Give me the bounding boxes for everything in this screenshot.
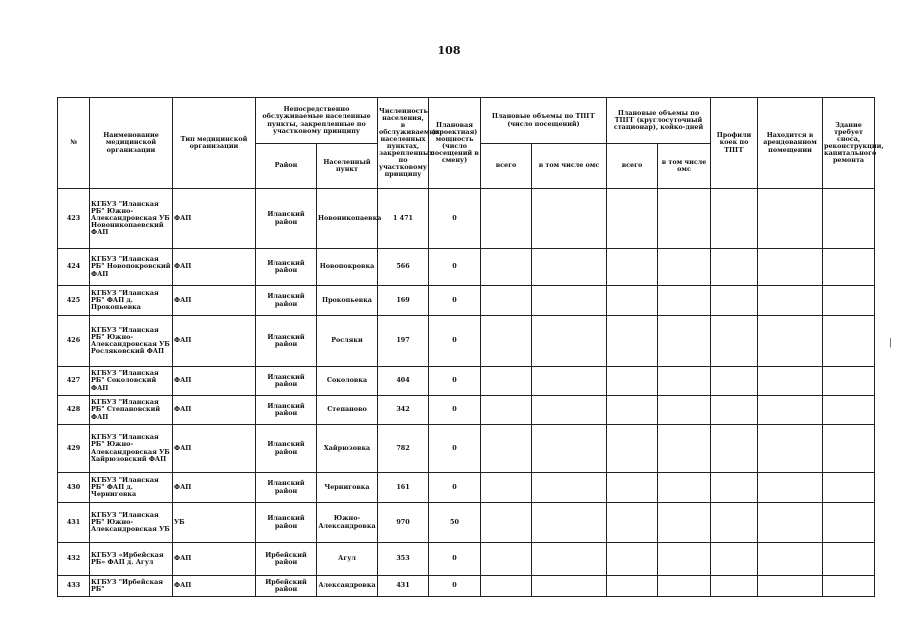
row-num: 423: [58, 189, 90, 249]
row-type: ФАП: [173, 316, 256, 367]
table-row: [58, 249, 875, 286]
row-type: ФАП: [173, 425, 256, 473]
row-district: Иланский район: [256, 189, 317, 249]
table-row: [58, 396, 875, 425]
header-visits-total: всего: [481, 144, 532, 189]
row-type: ФАП: [173, 249, 256, 286]
row-capacity: 0: [429, 543, 481, 576]
table-row: [58, 473, 875, 503]
row-district: Ирбейский район: [256, 576, 317, 597]
header-population: Численность населения, в обслуживаемых населенных пунктах, закрепленных по участковому принципу: [378, 98, 429, 189]
row-population: 782: [378, 425, 429, 473]
row-settlement: Черниговка: [317, 473, 378, 503]
row-settlement: Новопокровка: [317, 249, 378, 286]
row-population: 566: [378, 249, 429, 286]
row-capacity: 0: [429, 425, 481, 473]
row-district: Иланский район: [256, 503, 317, 543]
row-capacity: 0: [429, 473, 481, 503]
header-district: Район: [256, 144, 317, 189]
row-type: УБ: [173, 503, 256, 543]
row-org: КГБУЗ "Иланская РБ" Соколовский ФАП: [90, 367, 173, 396]
row-num: 433: [58, 576, 90, 597]
row-capacity: 0: [429, 367, 481, 396]
row-num: 427: [58, 367, 90, 396]
row-num: 430: [58, 473, 90, 503]
row-type: ФАП: [173, 543, 256, 576]
row-capacity: 0: [429, 189, 481, 249]
row-org: КГБУЗ "Иланская РБ" ФАП д. Прокопьевка: [90, 286, 173, 316]
row-population: 342: [378, 396, 429, 425]
header-num: №: [58, 98, 90, 189]
row-population: 404: [378, 367, 429, 396]
row-org: КГБУЗ "Иланская РБ" Южно-Александровская УБ Новоникопаевский ФАП: [90, 189, 173, 249]
row-num: 426: [58, 316, 90, 367]
row-settlement: Прокопьевка: [317, 286, 378, 316]
row-org: КГБУЗ "Иланская РБ" Южно-Александровская УБ Росляковский ФАП: [90, 316, 173, 367]
header-settlement: Населенный пункт: [317, 144, 378, 189]
header-tpgg-beds: Плановые объемы по ТПГГ (круглосуточный стационар), койко-дней: [607, 98, 711, 144]
row-district: Иланский район: [256, 316, 317, 367]
table-row: [58, 367, 875, 396]
row-settlement: Южно-Александровка: [317, 503, 378, 543]
row-district: Иланский район: [256, 425, 317, 473]
header-rented: Находится в арендованном помещении: [758, 98, 823, 189]
row-num: 432: [58, 543, 90, 576]
row-population: 431: [378, 576, 429, 597]
table-row: [58, 576, 875, 597]
header-repair: Здание требует сноса, реконструкции, капитального ремонта: [823, 98, 875, 189]
header-served: Непосредственно обслуживаемые населенные пункты, закрепленные по участковому принципу: [256, 98, 378, 144]
row-org: КГБУЗ "Иланская РБ" Новопокровский ФАП: [90, 249, 173, 286]
row-district: Иланский район: [256, 473, 317, 503]
row-type: ФАП: [173, 576, 256, 597]
row-settlement: Росляки: [317, 316, 378, 367]
row-capacity: 0: [429, 396, 481, 425]
row-capacity: 0: [429, 286, 481, 316]
header-profile: Профили коек по ТПГГ: [711, 98, 758, 189]
row-settlement: Степаново: [317, 396, 378, 425]
row-org: КГБУЗ «Ирбейская РБ» ФАП д. Агул: [90, 543, 173, 576]
row-population: 161: [378, 473, 429, 503]
row-district: Иланский район: [256, 367, 317, 396]
row-num: 429: [58, 425, 90, 473]
table-row: [58, 286, 875, 316]
row-population: 169: [378, 286, 429, 316]
row-district: Иланский район: [256, 396, 317, 425]
row-capacity: 0: [429, 576, 481, 597]
page-number: 108: [437, 44, 461, 57]
header-beds-oms: в том числе омс: [658, 144, 711, 189]
row-population: 353: [378, 543, 429, 576]
header-org: Наименование медицинской организации: [90, 98, 173, 189]
header-beds-total: всего: [607, 144, 658, 189]
row-org: КГБУЗ "Иланская РБ" Южно-Александровская УБ: [90, 503, 173, 543]
facilities-table: [57, 97, 884, 597]
row-type: ФАП: [173, 396, 256, 425]
row-type: ФАП: [173, 286, 256, 316]
header-visits-oms: в том числе омс: [532, 144, 607, 189]
row-district: Ирбейский район: [256, 543, 317, 576]
row-org: КГБУЗ "Ирбейская РБ": [90, 576, 173, 597]
scan-mark: |: [889, 338, 893, 348]
row-population: 197: [378, 316, 429, 367]
row-settlement: Агул: [317, 543, 378, 576]
row-capacity: 0: [429, 316, 481, 367]
table-row: [58, 503, 875, 543]
row-settlement: Александровка: [317, 576, 378, 597]
table-row: [58, 316, 875, 367]
row-type: ФАП: [173, 189, 256, 249]
table-row: [58, 425, 875, 473]
header-type: Тип медицинской организации: [173, 98, 256, 189]
row-district: Иланский район: [256, 286, 317, 316]
row-capacity: 50: [429, 503, 481, 543]
row-district: Иланский район: [256, 249, 317, 286]
row-org: КГБУЗ "Иланская РБ" ФАП д. Черниговка: [90, 473, 173, 503]
row-capacity: 0: [429, 249, 481, 286]
row-settlement: Хайрюзовка: [317, 425, 378, 473]
row-settlement: Новоникопаевка: [317, 189, 378, 249]
row-settlement: Соколовка: [317, 367, 378, 396]
row-type: ФАП: [173, 473, 256, 503]
row-num: 428: [58, 396, 90, 425]
header-tpgg-visits: Плановые объемы по ТПГГ (число посещений): [481, 98, 607, 144]
row-num: 425: [58, 286, 90, 316]
table-row: [58, 189, 875, 249]
table-row: [58, 543, 875, 576]
header-capacity: Плановая (проектная) мощность (число посещений в смену): [429, 98, 481, 189]
row-population: 1 471: [378, 189, 429, 249]
row-num: 424: [58, 249, 90, 286]
row-population: 970: [378, 503, 429, 543]
row-org: КГБУЗ "Иланская РБ" Южно-Александровская УБ Хайрюзовский ФАП: [90, 425, 173, 473]
row-type: ФАП: [173, 367, 256, 396]
row-org: КГБУЗ "Иланская РБ" Степановский ФАП: [90, 396, 173, 425]
row-num: 431: [58, 503, 90, 543]
